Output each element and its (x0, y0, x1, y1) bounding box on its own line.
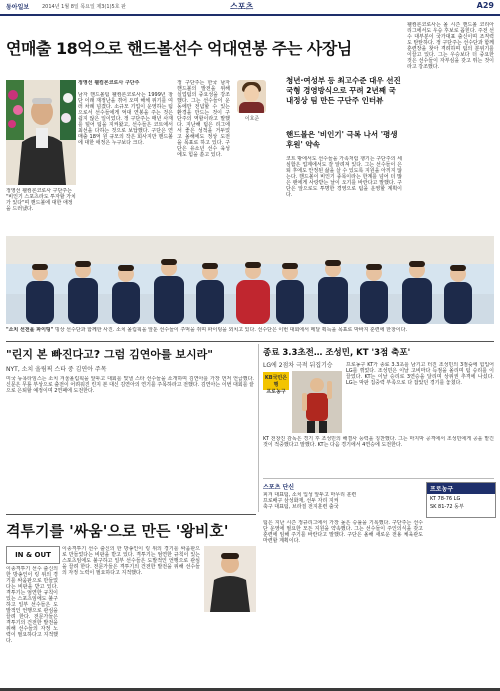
divider-4 (6, 514, 256, 515)
side-article-sub: LG에 2점차 극적 뒤집기승 (263, 362, 333, 369)
news-brief-item-1: 피겨 대표팀, 소치 입성 앞두고 마무리 훈련 (263, 492, 357, 498)
kb-sub: 프로농구 (266, 389, 286, 395)
basketball-photo (292, 371, 342, 433)
fighter-photo (204, 546, 256, 612)
team-photo-caption-body: 빙상 선수단과 함께한 사진. 소치 올림픽을 앞둔 선수들이 주먹을 쥐며 파이팅을 외치고 있다. 선수단은 이번 대회에서 메달 획득을 목표로 막바지 훈련에 한창이다. (54, 327, 408, 333)
bottom-article-title: 격투기를 '싸움'으로 만든 '왕비호' (6, 522, 229, 540)
page-number: A29 (476, 1, 494, 10)
main-body-column-1: 남자 핸드볼팀 웰컴론코로사는 1999년 창단 이래 재정난을 겪어 오며 해체 위기를 여러 차례 넘겼다. 소규모 기업이 운영하는 팀으로서 선수들에게 억대 연봉을 주는 것은 쉽지 않은 일이었다. 정 구단주는 매년 사재를 털어 팀을 지켜왔고, 선수들은 코트에서 최선을 다하는 것으로 보답했다. 구단은 연매출 18억 원 규모의 작은 회사지만 핸드볼에 대한 애정은 누구보다 크다. (78, 92, 173, 146)
main-body-column-2: 정 구단주는 한국 남자 핸드볼의 발전을 위해 실업팀의 중요성을 강조했다. 그는 선수들이 운동에만 전념할 수 있는 환경을 만드는 것이 구단주의 역할이라고 말했다. 지난해 팀은 리그에서 좋은 성적을 거두었고 올해에도 정상 도전을 목표로 하고 있다. 구단은 유소년 선수 육성에도 힘을 쏟고 있다. (177, 80, 230, 158)
owner-photo-caption: 정영선 웰컴론코로사 구단주는 "비인기 스포츠라도 투자할 가치가 있다"며 핸드볼에 대한 애정을 드러냈다. (6, 188, 76, 212)
team-photo-caption (6, 327, 494, 339)
issue-date: 2014년 1월 8일 목요일 제3(1)5호 판 (42, 4, 126, 10)
page-header (0, 0, 500, 16)
team-photo-caption-head: "소치 선전을 파이팅" (6, 327, 54, 333)
inset-name: 이호준 (244, 116, 260, 122)
main-body-column-3: 코트 밖에서도 선수들을 가족처럼 챙기는 구단주의 세심함은 업계에서도 잘 알려져 있다. 그는 선수들이 은퇴 후에도 안정된 삶을 살 수 있도록 지원을 아끼지 않는다. 핸드볼이 비인기 종목이라는 한계를 넘어 더 많은 팬에게 사랑받는 날이 오기를 바란다고 말했다. 구단은 앞으로도 투명한 경영으로 팀을 운영할 계획이다. (286, 156, 402, 198)
divider-3 (263, 478, 494, 479)
divider-1 (6, 341, 494, 342)
scores-box (426, 482, 496, 518)
column-name: IN & OUT (15, 551, 51, 559)
kb-label: KB국민은행 (264, 375, 288, 388)
divider-2 (258, 344, 259, 512)
column-logo (6, 546, 60, 564)
kb-sponsor-badge (263, 372, 289, 395)
quote-article-sub: NYT, 소치 올림픽 스타 중 김연아 주목 (6, 366, 107, 373)
news-brief-list (263, 492, 423, 516)
quote-article-body: 미국 뉴욕타임스는 소치 겨울올림픽을 앞두고 대회를 빛낼 스타 선수들을 소개하며 김연아를 가장 먼저 언급했다. 신문은 무릎 부상으로 출전이 어려워진 린지 본 대신 김연아의 연기를 주목하라고 전했다. 김연아는 이번 대회를 끝으로 은퇴할 예정이며 2연패에 도전한다. (6, 376, 254, 394)
owner-byline: 정영선 웰컴론코로사 구단주 (78, 80, 140, 86)
side-article-body-2: KT 전창진 감독은 경기 후 조성민의 해결사 능력을 칭찬했다. 그는 마지막 공격에서 조성민에게 공을 맡긴 것이 적중했다고 말했다. KT는 다음 경기에서 4연승에 도전한다. (263, 436, 494, 448)
bottom-article-body-left: 이종격투기 선수 출신의 한 방송인이 링 위의 경기를 싸움판으로 만들었다는 비판을 받고 있다. 격투기는 엄연한 규칙이 있는 스포츠임에도 불구하고 일부 선수들은 도발적인 언행으로 관심을 끌려 한다. 전문가들은 격투기의 건전한 발전을 위해 선수들의 자정 노력이 필요하다고 지적했다. (6, 566, 58, 644)
side-article-title: 종료 3.3초전… 조성민, KT '3점 축포' (263, 348, 411, 358)
main-body-column-4: 웰컴론코로사는 올 시즌 핸드볼 코리아리그에서도 우승 후보로 꼽힌다. 주전 선수 대부분이 국가대표 출신이며 조직력도 탄탄하다. 정 구단주는 선수단과 함께 훈련장을 찾아 격려하며 팀의 분위기를 이끌고 있다. 그는 우승보다 더 중요한 것은 선수들이 자부심을 갖고 뛰는 것이라고 강조했다. (407, 22, 494, 70)
inset-portrait (237, 80, 266, 113)
section-name: 스포츠 (230, 2, 254, 11)
main-headline: 연매출 18억으로 핸드볼선수 억대연봉 주는 사장님 (6, 39, 352, 58)
news-brief-item-2: 프로배구 삼성화재, 선두 자리 지켜 (263, 498, 339, 504)
team-photo (6, 236, 494, 324)
quote-article-title: "린지 본 빠진다고? 그럼 김연아를 보시라" (6, 348, 214, 361)
bottom-article-body: 이종격투기 선수 출신의 한 방송인이 링 위의 경기를 싸움판으로 만들었다는 비판을 받고 있다. 격투기는 엄연한 규칙이 있는 스포츠임에도 불구하고 일부 선수들은 도발적인 언행으로 관심을 끌려 한다. 전문가들은 격투기의 건전한 발전을 위해 선수들의 자정 노력이 필요하다고 지적했다. (62, 546, 200, 576)
right-column-body: 팀은 지난 시즌 정규리그에서 가장 높은 승률을 기록했다. 구단주는 선수단 운영에 필요한 모든 지원을 약속했다. 그는 선수들이 주인의식을 갖고 훈련에 임해 주기를 바란다고 말했다. 구단은 올해 새로운 전용 체육관도 마련할 계획이다. (263, 520, 423, 544)
owner-photo (6, 80, 76, 185)
paper-name: 동아일보 (6, 4, 30, 11)
scores-header: 프로농구 (427, 483, 495, 494)
news-brief-header: 스포츠 단신 (263, 484, 295, 491)
news-brief-item-3: 축구 대표팀, 브라질 전지훈련 출국 (263, 504, 339, 510)
scores-row-2: SK 81-72 동부 (430, 504, 464, 510)
side-article-body: 프로농구 KT가 종료 3.3초를 남기고 터진 조성민의 3점슛에 힘입어 LG를 꺾었다. 조성민은 이날 고비마다 득점을 올리며 팀 승리를 이끌었다. KT는 이날 승리로 3연승을 달리며 상위권 추격에 나섰다. LG는 막판 집중력 부족으로 다 잡았던 경기를 놓쳤다. (346, 362, 494, 386)
scores-row-1: KT 78-76 LG (430, 496, 461, 502)
lead-quote: 청년·여성부 등 최고수준 대우 선진국형 경영방식으로 꾸려 2년째 국내정상 팀 만든 구단주 인터뷰 (286, 76, 401, 105)
lead-tail: 핸드볼은 '비인기' 극복 나서 '평생 후원' 약속 (286, 130, 398, 149)
